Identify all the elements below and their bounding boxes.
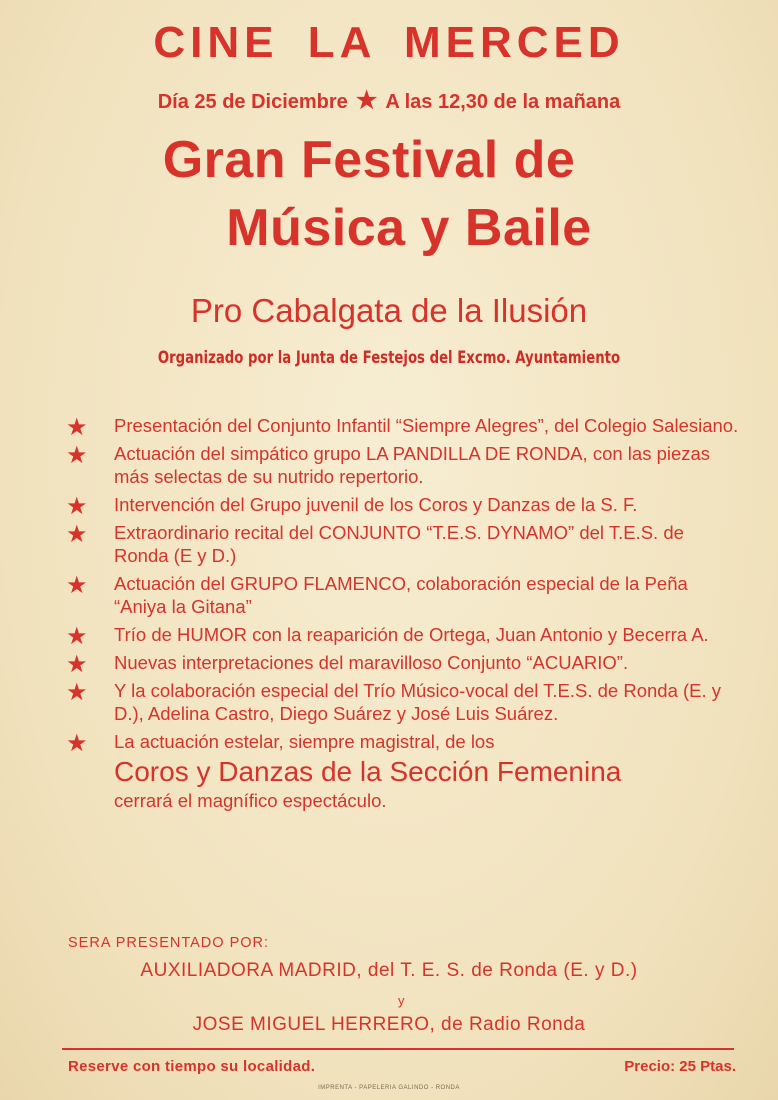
program-finale [62,730,742,812]
star-icon: ★ [66,679,88,706]
program-item [62,679,742,725]
reserve-note: Reserve con tiempo su localidad. [68,1058,316,1075]
event-datetime [0,86,778,115]
program-item-text: Presentación del Conjunto Infantil “Siempre Alegres”, del Colegio Salesiano. [114,415,739,436]
presenter-joiner: y [398,993,405,1008]
program-item-text: Nuevas interpretaciones del maravilloso Conjunto “ACUARIO”. [114,652,629,673]
program-item [62,572,742,618]
festival-title-line-1: Gran Festival de [162,131,576,189]
program-item-text: Extraordinario recital del CONJUNTO “T.E.S. DYNAMO” del T.E.S. de Ronda (E y D.) [114,522,684,566]
program-item [62,521,742,567]
printer-credit: IMPRENTA - PAPELERIA GALINDO - RONDA [318,1085,460,1091]
finale-highlight: Coros y Danzas de la Sección Femenina [114,756,622,787]
program-item [62,414,742,441]
star-icon: ★ [66,651,88,678]
cinema-name: CINE LA MERCED [153,18,625,67]
star-icon: ★ [66,414,88,441]
festival-title-line-2: Música y Baile [226,199,592,257]
program-item [62,442,742,488]
ticket-price: Precio: 25 Ptas. [624,1058,736,1075]
presenter-first: AUXILIADORA MADRID, del T. E. S. de Ronda (E. y D.) [140,960,638,981]
finale-intro: La actuación estelar, siempre magistral, de los [114,731,495,752]
presenter-second: JOSE MIGUEL HERRERO, de Radio Ronda [192,1014,586,1035]
star-icon: ★ [66,623,88,650]
star-icon: ★ [66,572,88,599]
event-date: Día 25 de Diciembre [157,91,348,113]
program-item-text: Y la colaboración especial del Trío Músico-vocal del T.E.S. de Ronda (E. y D.), Adelina Castro, Diego Suárez y José Luis Suárez. [114,680,722,724]
star-icon: ★ [355,87,378,114]
program-item [62,493,742,520]
organizer-line: Organizado por la Junta de Festejos del Excmo. Ayuntamiento [157,348,621,368]
program-item-text: Actuación del simpático grupo LA PANDILLA DE RONDA, con las piezas más selectas de su nutrido repertorio. [114,443,711,487]
program-item [62,623,742,650]
festival-subtitle: Pro Cabalgata de la Ilusión [190,292,588,329]
program-item [62,651,742,678]
program-item-text: Intervención del Grupo juvenil de los Coros y Danzas de la S. F. [114,494,638,515]
program-item-text: Actuación del GRUPO FLAMENCO, colaboración especial de la Peña “Aniya la Gitana” [114,573,688,617]
program-item-text: Trío de HUMOR con la reaparición de Ortega, Juan Antonio y Becerra A. [114,624,709,645]
footer-divider [62,1048,734,1050]
program-list [62,414,742,817]
star-icon: ★ [66,442,88,469]
presenters-label: SERA PRESENTADO POR: [68,935,270,951]
finale-outro: cerrará el magnífico espectáculo. [114,790,387,811]
event-time: A las 12,30 de la mañana [385,91,621,113]
star-icon: ★ [66,730,88,757]
star-icon: ★ [66,521,88,548]
star-icon: ★ [66,493,88,520]
